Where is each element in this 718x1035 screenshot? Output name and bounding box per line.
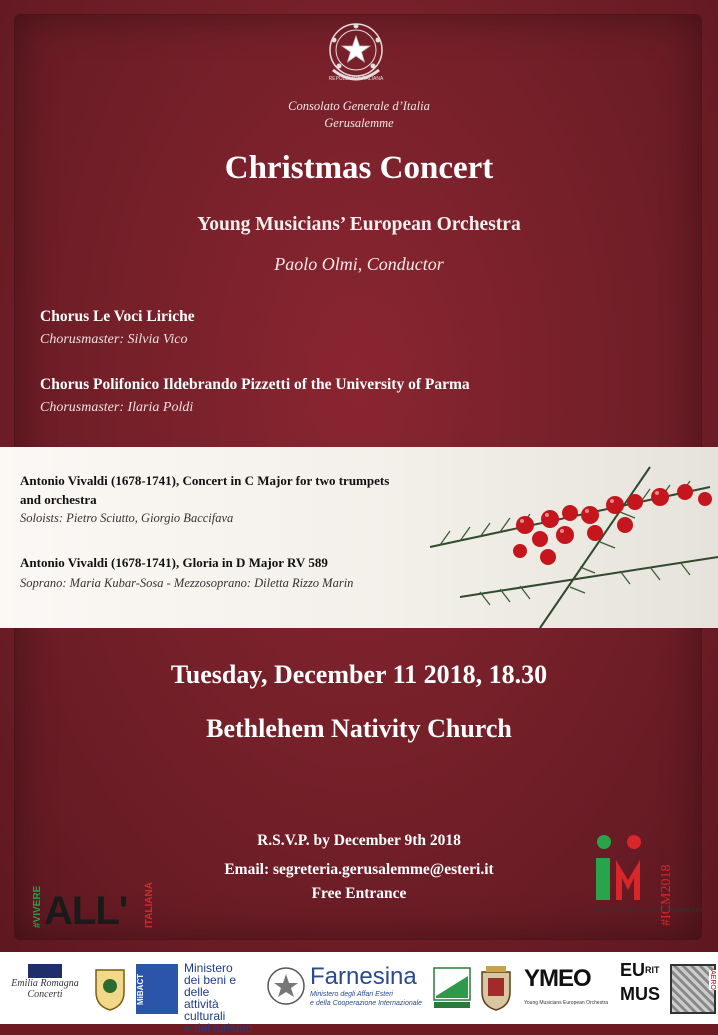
concert-date: Tuesday, December 11 2018, 18.30 bbox=[170, 660, 548, 689]
flag-icon bbox=[28, 964, 62, 978]
emilia-romagna-concerti-logo bbox=[6, 964, 84, 1014]
icm2018-logo bbox=[590, 830, 703, 930]
farnesina-logo bbox=[310, 964, 440, 1014]
mibact-line3: attività culturali bbox=[184, 997, 226, 1023]
euritmus-line1: EU bbox=[620, 960, 646, 980]
chorus-2-master: Chorusmaster: Ilaria Poldi bbox=[40, 400, 194, 415]
aero-logo bbox=[670, 964, 716, 1014]
chorus-1-master: Chorusmaster: Silvia Vico bbox=[40, 332, 188, 347]
euritmus-line3: MUS bbox=[620, 984, 660, 1004]
ymeo-logo bbox=[524, 964, 616, 1014]
mibact-line2: dei beni e delle bbox=[184, 973, 237, 999]
euritmus-line2: RIT bbox=[645, 965, 660, 975]
ymeo-sub: Young Musicians European Orchestra bbox=[524, 1000, 609, 1006]
program-1-performers: Soloists: Pietro Sciutto, Giorgio Baccifava bbox=[20, 511, 234, 525]
program-1-line2: and orchestra bbox=[20, 492, 97, 507]
sponsor-logos-strip bbox=[0, 952, 718, 1035]
svg-text:#ICM2018: #ICM2018 bbox=[659, 864, 674, 926]
republic-emblem-small bbox=[266, 964, 306, 1008]
svg-text:ALL': ALL' bbox=[44, 889, 128, 933]
emilia-line1: Emilia Romagna bbox=[11, 978, 79, 989]
program-1-title bbox=[20, 471, 460, 509]
vivere-allitaliana-logo bbox=[28, 872, 158, 932]
mibact-logo bbox=[136, 960, 256, 1035]
consulate-line1: Consolato Generale d’Italia bbox=[288, 99, 430, 113]
farnesina-line2: e della Cooperazione Internazionale bbox=[310, 1000, 423, 1007]
program-2-performers: Soprano: Maria Kubar-Sosa - Mezzosoprano: Diletta Rizzo Marin bbox=[20, 576, 354, 590]
concert-venue: Bethlehem Nativity Church bbox=[206, 714, 512, 743]
concert-title: Christmas Concert bbox=[224, 150, 494, 186]
svg-text:ITALIAN CULTURE ON THE MEDITER: ITALIAN CULTURE ON THE MEDITERRANEAN bbox=[594, 908, 703, 914]
mibact-line1: Ministero bbox=[184, 961, 233, 975]
farnesina-line1: Ministero degli Affari Esteri bbox=[310, 991, 393, 998]
program-2-title: Antonio Vivaldi (1678-1741), Gloria in D Major RV 589 bbox=[20, 555, 328, 570]
mibact-abbr: MiBACT bbox=[136, 964, 178, 1014]
emilia-line2: Concerti bbox=[27, 989, 63, 1000]
crest-logo-1 bbox=[92, 964, 128, 1012]
consulate-line2: Gerusalemme bbox=[324, 116, 394, 130]
free-entrance-text: Free Entrance bbox=[311, 885, 407, 902]
orchestra-name: Young Musicians’ European Orchestra bbox=[197, 214, 521, 235]
aero-text: AERO bbox=[709, 970, 716, 990]
chorus-2-name: Chorus Polifonico Ildebrando Pizzetti of the University of Parma bbox=[40, 376, 470, 393]
svg-text:ITALIANA: ITALIANA bbox=[144, 882, 155, 928]
program-band bbox=[0, 447, 718, 628]
email-text: Email: segreteria.gerusalemme@esteri.it bbox=[224, 861, 494, 878]
euritmus-logo bbox=[620, 962, 668, 1016]
svg-text:REPUBBLICA ITALIANA: REPUBBLICA ITALIANA bbox=[328, 76, 384, 82]
svg-text:#VIVERE: #VIVERE bbox=[32, 885, 43, 928]
chorus-1-name: Chorus Le Voci Liriche bbox=[40, 308, 195, 325]
rsvp-text: R.S.V.P. by December 9th 2018 bbox=[257, 832, 461, 849]
conductor-name: Paolo Olmi, Conductor bbox=[274, 254, 444, 274]
mibact-line4: e del turismo bbox=[184, 1021, 253, 1035]
farnesina-name: Farnesina bbox=[310, 963, 417, 990]
crest-logo-2 bbox=[478, 964, 514, 1012]
pine-berries-decoration bbox=[420, 447, 718, 628]
ymeo-name: YMEO bbox=[524, 965, 591, 992]
italian-republic-emblem bbox=[321, 18, 391, 90]
program-1-line1: Antonio Vivaldi (1678-1741), Concert in C Major for two trumpets bbox=[20, 473, 390, 488]
regione-emilia-romagna-logo bbox=[432, 966, 472, 1010]
